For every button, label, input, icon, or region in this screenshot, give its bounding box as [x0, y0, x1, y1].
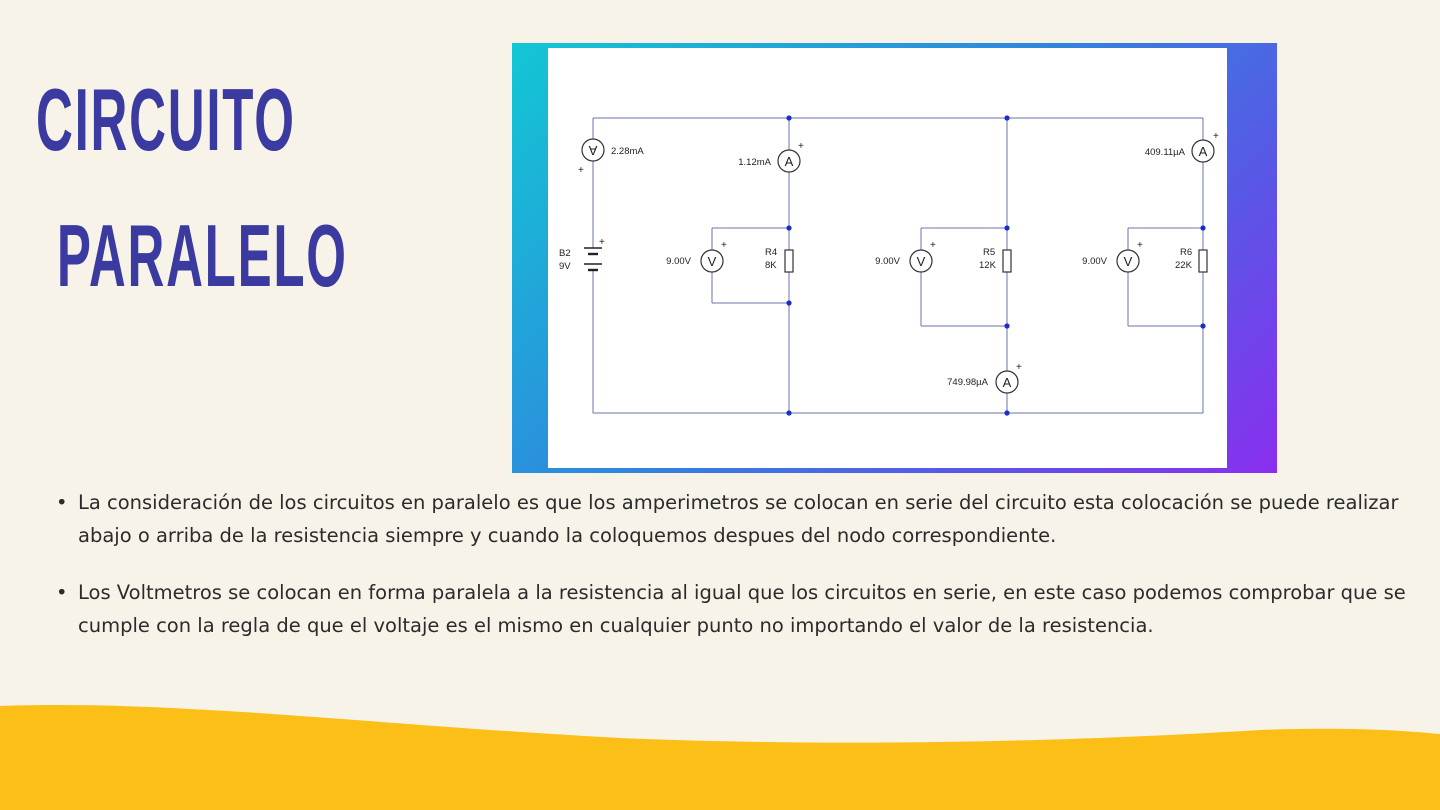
bullet-text: La consideración de los circuitos en paralelo es que los amperimetros se colocan en serie del circuito esta colocación se puede realizar abajo o arriba de la resistencia siempre y cuando la coloquemos despues del nodo correspondiente. — [78, 491, 1399, 547]
slide-title — [36, 52, 348, 324]
bullet-text: Los Voltmetros se colocan en forma paralela a la resistencia al igual que los circuitos en serie, en este caso podemos comprobar que se cumple con la regla de que el voltaje es el mismo en cualquier punto no importando el valor de la resistencia. — [78, 581, 1406, 637]
voltmeter-1-reading: 9.00V — [666, 256, 691, 267]
circuit-figure-frame — [512, 43, 1277, 473]
ammeter-4 — [996, 371, 1018, 393]
resistor-r5-name: R5 — [983, 247, 996, 258]
ammeter-4-symbol: A — [1002, 375, 1012, 390]
battery-name: B2 — [559, 248, 571, 259]
voltmeter-3-plus: + — [1137, 240, 1143, 251]
voltmeter-1 — [701, 250, 723, 272]
ammeter-1-symbol: A — [588, 143, 598, 158]
bullet-marker: • — [56, 491, 68, 514]
voltmeter-1-symbol: V — [707, 254, 717, 269]
battery-plus: + — [599, 237, 605, 248]
resistor-symbols — [785, 250, 1207, 272]
title-line-2: PARALELO — [56, 206, 348, 305]
ammeter-3 — [1192, 140, 1214, 162]
ammeter-2-symbol: A — [784, 154, 794, 169]
decorative-wave — [0, 700, 1440, 810]
battery-symbol — [584, 248, 602, 270]
bullet-item — [56, 576, 1406, 642]
ammeter-3-plus: + — [1213, 131, 1219, 142]
ammeter-1-plus: + — [578, 165, 584, 176]
nodes — [786, 115, 1205, 415]
resistor-r4 — [785, 250, 793, 272]
ammeter-3-reading: 409.11µA — [1144, 147, 1185, 158]
ammeter-4-plus: + — [1016, 362, 1022, 373]
ammeter-2-plus: + — [798, 141, 804, 152]
ammeter-2 — [778, 150, 800, 172]
resistor-r4-name: R4 — [765, 247, 778, 258]
voltmeter-3-symbol: V — [1123, 254, 1133, 269]
resistor-r6 — [1199, 250, 1207, 272]
bullet-item — [56, 486, 1406, 552]
resistor-r5-value: 12K — [979, 260, 996, 271]
title-line-1: CIRCUITO — [36, 70, 296, 169]
ammeter-2-reading: 1.12mA — [738, 157, 771, 168]
bullet-marker: • — [56, 581, 68, 604]
circuit-diagram — [548, 48, 1227, 468]
resistor-r6-value: 22K — [1175, 260, 1192, 271]
bullet-list — [56, 486, 1406, 666]
voltmeter-3-reading: 9.00V — [1082, 256, 1107, 267]
resistor-r6-name: R6 — [1180, 247, 1193, 258]
ammeter-4-reading: 749.98µA — [947, 377, 988, 388]
ammeter-1 — [582, 139, 604, 161]
voltmeter-2-reading: 9.00V — [875, 256, 900, 267]
ammeter-1-reading: 2.28mA — [611, 146, 644, 157]
resistor-r5 — [1003, 250, 1011, 272]
voltmeter-3 — [1117, 250, 1139, 272]
battery-value: 9V — [559, 261, 571, 272]
circuit-schematic — [548, 48, 1227, 468]
ammeter-3-symbol: A — [1198, 144, 1208, 159]
resistor-r4-value: 8K — [765, 260, 777, 271]
voltmeter-2 — [910, 250, 932, 272]
voltmeter-2-symbol: V — [916, 254, 926, 269]
voltmeter-1-plus: + — [721, 240, 727, 251]
voltmeter-2-plus: + — [930, 240, 936, 251]
